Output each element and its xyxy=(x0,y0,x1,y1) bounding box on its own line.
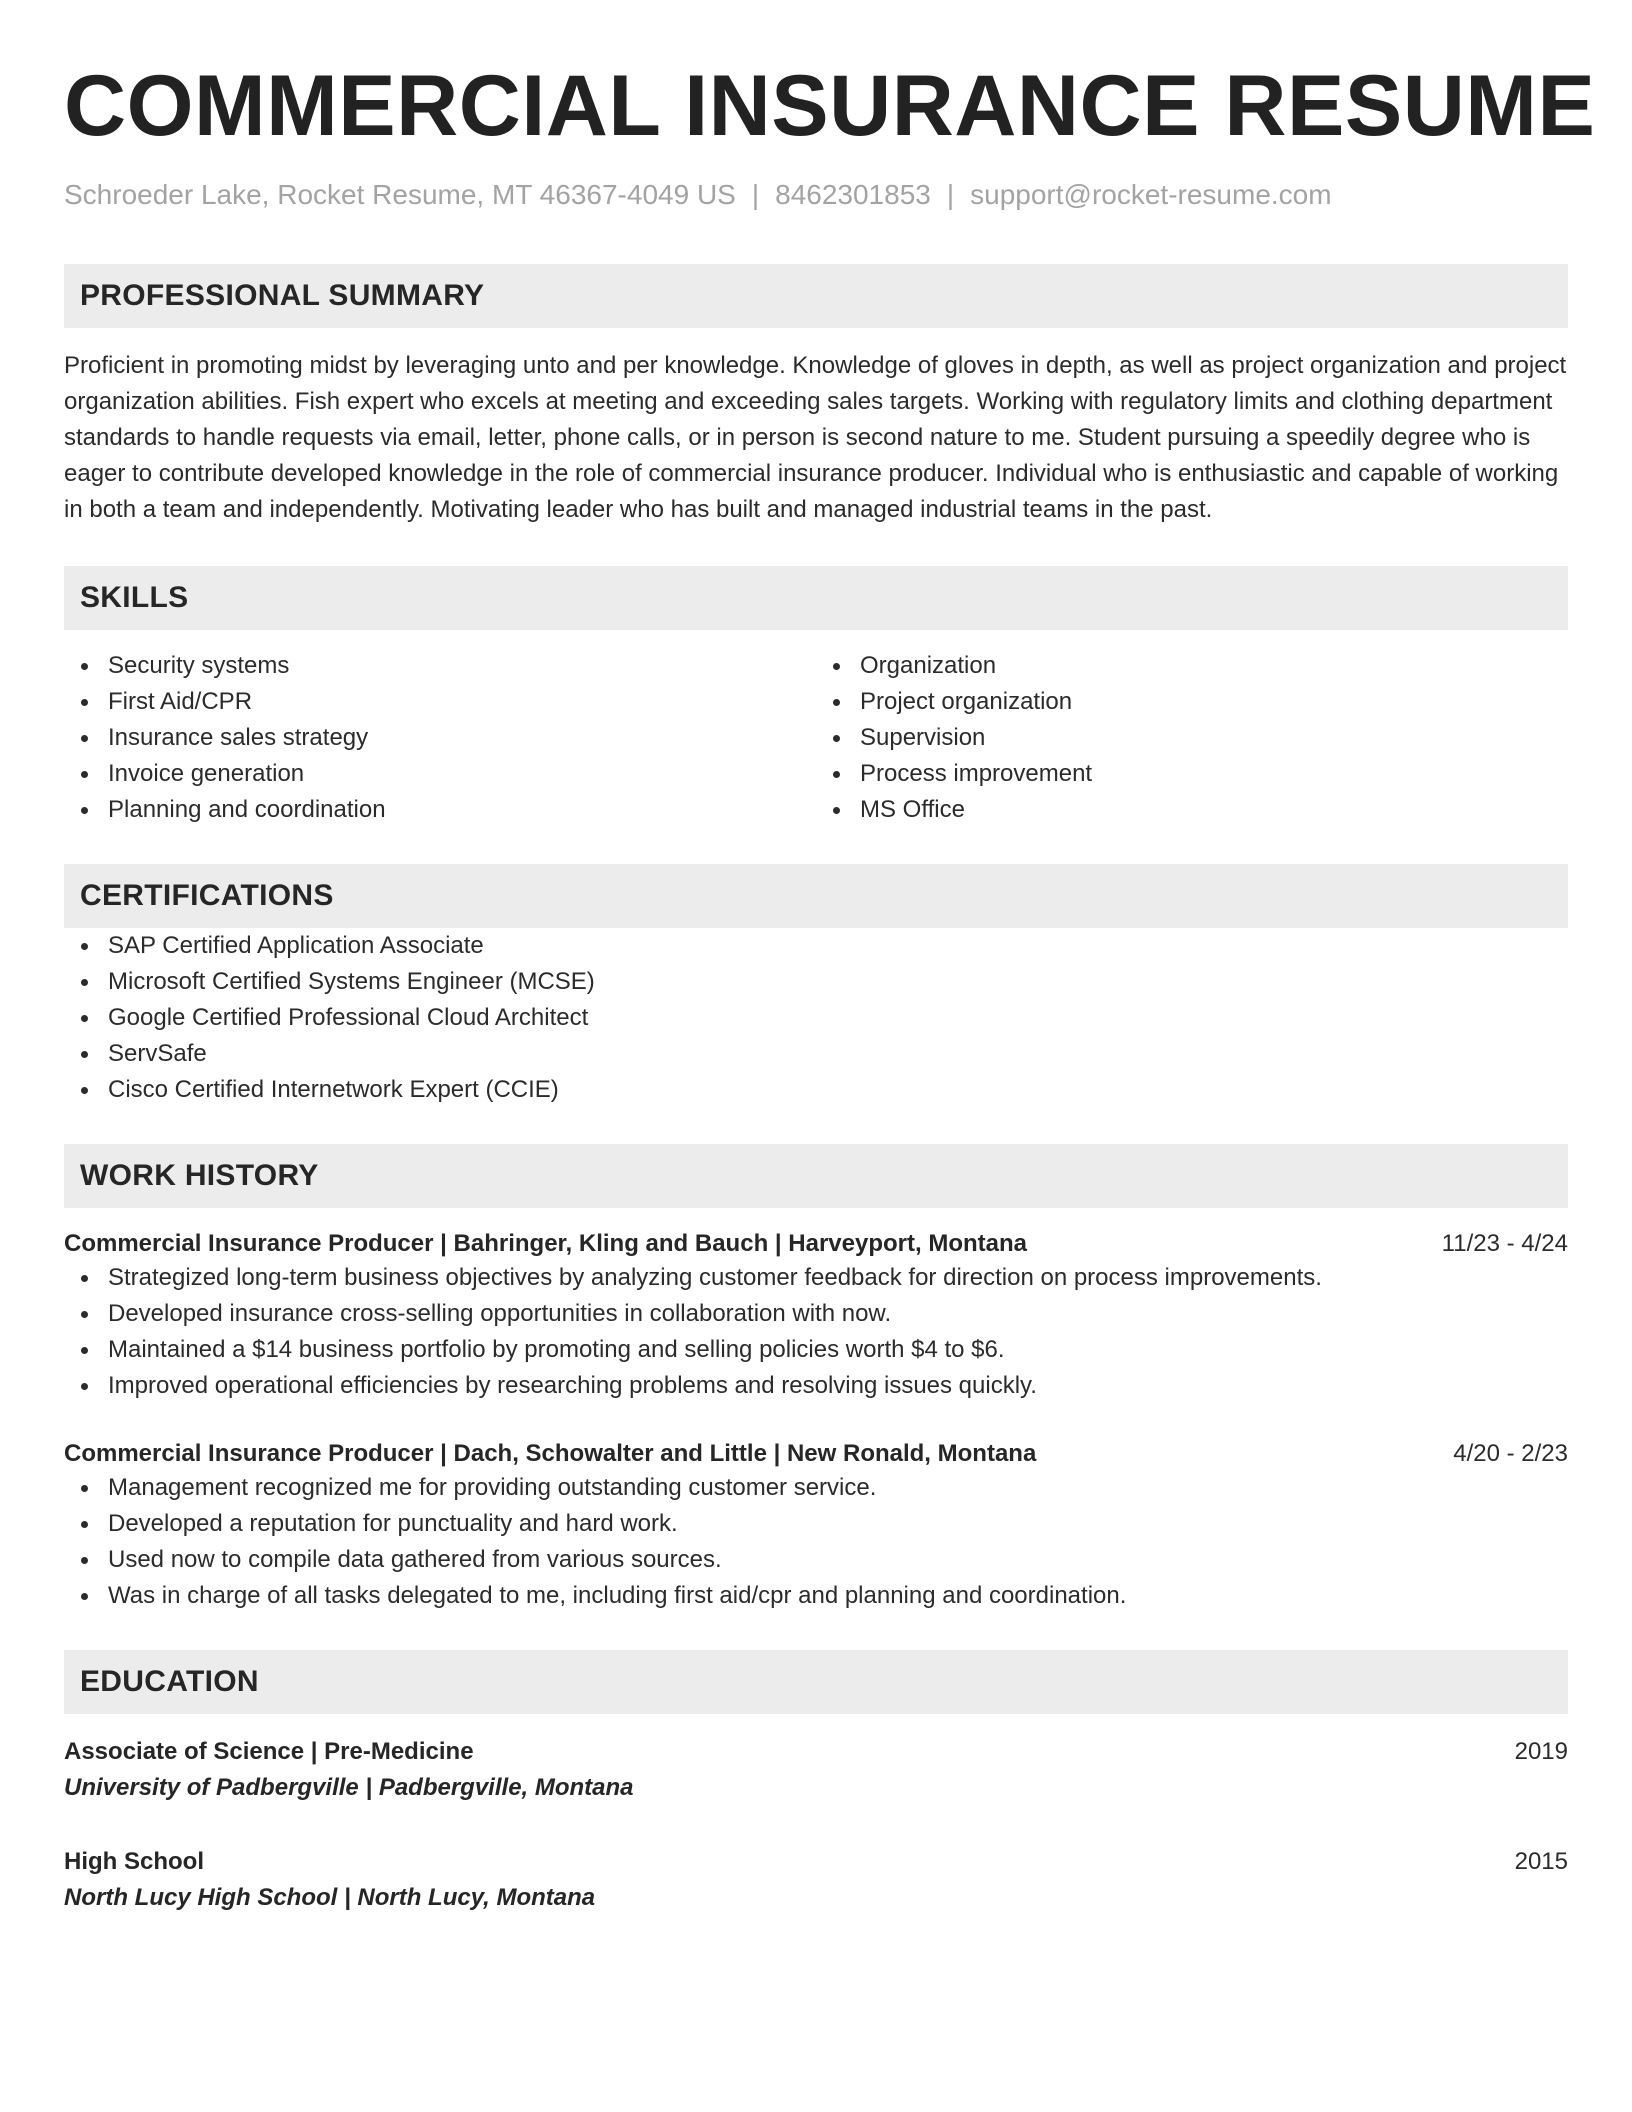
summary-text: Proficient in promoting midst by leveraging unto and per knowledge. Knowledge of gloves in depth, as well as project organization and project organization abilities. Fish expert who excels at meeting and exceeding sales targets. Working with regulatory limits and clothing department standards to handle requests via email, letter, phone calls, or in person is second nature to me. Student pursuing a speedily degree who is eager to contribute developed knowledge in the role of commercial insurance producer. Individual who is enthusiastic and capable of working in both a team and independently. Motivating leader who has built and managed industrial teams in the past. xyxy=(64,352,1567,523)
skill-item: MS Office xyxy=(860,792,1568,828)
job-bullet: Maintained a $14 business portfolio by promoting and selling policies worth $4 to $6. xyxy=(108,1332,1568,1368)
contact-email: support@rocket-resume.com xyxy=(970,179,1332,210)
job-heading-row xyxy=(64,1228,1568,1260)
certification-item: ServSafe xyxy=(108,1036,1568,1072)
education-degree: High School xyxy=(64,1848,204,1875)
section-header-skills: SKILLS xyxy=(64,566,1568,630)
section-header-summary: PROFESSIONAL SUMMARY xyxy=(64,264,1568,328)
certification-item: Cisco Certified Internetwork Expert (CCIE) xyxy=(108,1072,1568,1108)
education-degree-row xyxy=(64,1734,1568,1770)
skill-item: Security systems xyxy=(108,648,816,684)
job-bullet: Used now to compile data gathered from various sources. xyxy=(108,1542,1568,1578)
job-bullet-list xyxy=(64,1470,1568,1614)
job-dates: 11/23 - 4/24 xyxy=(1441,1230,1568,1257)
job-dates: 4/20 - 2/23 xyxy=(1453,1440,1568,1467)
certification-item: Microsoft Certified Systems Engineer (MCSE) xyxy=(108,964,1568,1000)
section-header-work-history: WORK HISTORY xyxy=(64,1144,1568,1208)
job-heading: Commercial Insurance Producer | Dach, Schowalter and Little | New Ronald, Montana xyxy=(64,1440,1037,1467)
skills-grid xyxy=(64,648,1568,828)
education-entry xyxy=(64,1734,1568,1806)
job-entry xyxy=(64,1228,1568,1404)
contact-phone: 8462301853 xyxy=(775,179,931,210)
resume-title: COMMERCIAL INSURANCE RESUME xyxy=(64,58,1596,154)
skill-item: Invoice generation xyxy=(108,756,816,792)
certification-item: SAP Certified Application Associate xyxy=(108,928,1568,964)
job-heading: Commercial Insurance Producer | Bahringer, Kling and Bauch | Harveyport, Montana xyxy=(64,1230,1027,1257)
education-school: North Lucy High School | North Lucy, Montana xyxy=(64,1884,596,1911)
job-bullet: Strategized long-term business objectives by analyzing customer feedback for direction on process improvements. xyxy=(108,1260,1568,1296)
skill-item: Insurance sales strategy xyxy=(108,720,816,756)
education-degree-row xyxy=(64,1844,1568,1880)
skills-list-right xyxy=(816,648,1568,828)
section-header-education: EDUCATION xyxy=(64,1650,1568,1714)
education-year: 2019 xyxy=(1514,1738,1568,1765)
certifications-list xyxy=(64,928,1568,1108)
skill-item: Supervision xyxy=(860,720,1568,756)
job-bullet: Management recognized me for providing outstanding customer service. xyxy=(108,1470,1568,1506)
skill-item: Organization xyxy=(860,648,1568,684)
job-entry xyxy=(64,1438,1568,1614)
certification-item: Google Certified Professional Cloud Architect xyxy=(108,1000,1568,1036)
education-entry xyxy=(64,1844,1568,1916)
skills-list-left xyxy=(64,648,816,828)
skills-column-right xyxy=(816,648,1568,828)
contact-separator: | xyxy=(946,179,955,210)
job-bullet-list xyxy=(64,1260,1568,1404)
job-bullet: Developed insurance cross-selling opportunities in collaboration with now. xyxy=(108,1296,1568,1332)
education-year: 2015 xyxy=(1514,1848,1568,1875)
education-school: University of Padbergville | Padbergville, Montana xyxy=(64,1774,634,1801)
section-header-certifications: CERTIFICATIONS xyxy=(64,864,1568,928)
job-bullet: Improved operational efficiencies by researching problems and resolving issues quickly. xyxy=(108,1368,1568,1404)
contact-address: Schroeder Lake, Rocket Resume, MT 46367-4049 US xyxy=(64,179,736,210)
job-bullet: Developed a reputation for punctuality and hard work. xyxy=(108,1506,1568,1542)
education-degree: Associate of Science | Pre-Medicine xyxy=(64,1738,474,1765)
skill-item: Planning and coordination xyxy=(108,792,816,828)
skill-item: Process improvement xyxy=(860,756,1568,792)
contact-separator: | xyxy=(751,179,760,210)
job-bullet: Was in charge of all tasks delegated to me, including first aid/cpr and planning and coordination. xyxy=(108,1578,1568,1614)
skill-item: Project organization xyxy=(860,684,1568,720)
skills-column-left xyxy=(64,648,816,828)
skill-item: First Aid/CPR xyxy=(108,684,816,720)
job-heading-row xyxy=(64,1438,1568,1470)
contact-line xyxy=(64,178,1568,212)
